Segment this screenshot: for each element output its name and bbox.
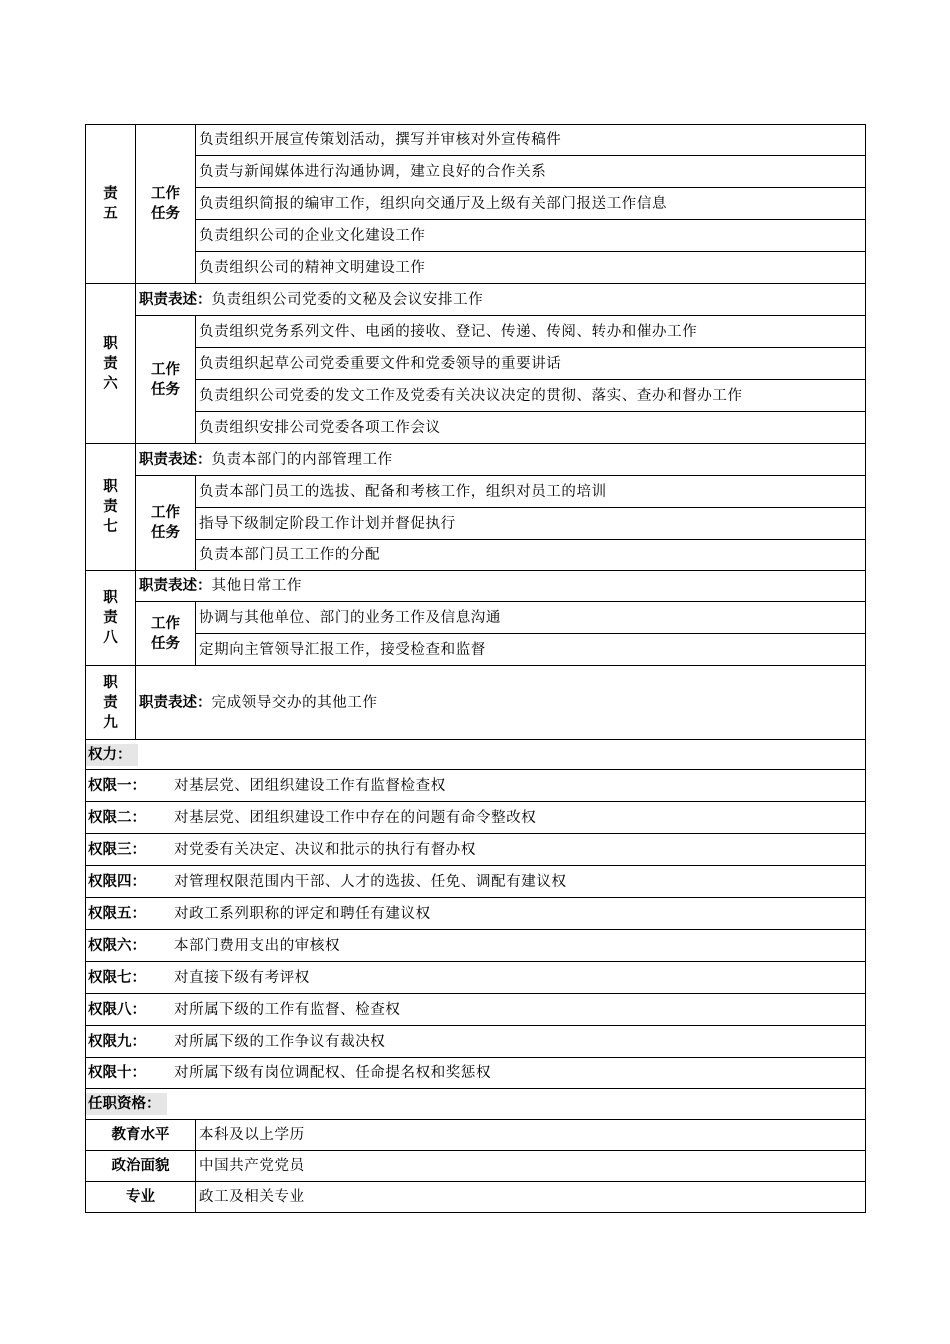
authority-text: 对政工系列职称的评定和聘任有建议权 (174, 905, 431, 922)
statement-text: 负责本部门的内部管理工作 (211, 451, 393, 468)
duty8-statement (136, 571, 866, 602)
statement-text: 其他日常工作 (211, 578, 303, 594)
duty8-task-label: 工作 任务 (136, 602, 196, 666)
authority-text: 本部门费用支出的审核权 (174, 937, 341, 954)
authority-item (86, 770, 866, 802)
duty5-task: 负责组织简报的编审工作，组织向交通厅及上级有关部门报送工作信息 (196, 188, 866, 220)
qualification-label: 专业 (86, 1182, 196, 1213)
duty6-statement (136, 284, 866, 316)
qualification-header: 任职资格： (86, 1093, 167, 1115)
duty6-task: 负责组织起草公司党委重要文件和党委领导的重要讲话 (196, 348, 866, 380)
duty9-label: 职 责 九 (86, 666, 136, 740)
authority-text: 对基层党、团组织建设工作中存在的问题有命令整改权 (174, 809, 537, 826)
authority-item (86, 994, 866, 1026)
duty8-task: 定期向主管领导汇报工作，接受检查和监督 (196, 634, 866, 666)
authority-header: 权力： (86, 744, 138, 766)
authority-label: 权限三： (88, 841, 146, 858)
statement-text: 完成领导交办的其他工作 (211, 694, 378, 711)
authority-text: 对基层党、团组织建设工作有监督检查权 (174, 777, 446, 794)
authority-label: 权限六： (88, 937, 146, 954)
duty8-task: 协调与其他单位、部门的业务工作及信息沟通 (196, 602, 866, 634)
authority-item (86, 802, 866, 834)
qualification-value: 政工及相关专业 (196, 1182, 866, 1213)
authority-item (86, 898, 866, 930)
duty6-task-label: 工作 任务 (136, 316, 196, 444)
authority-text: 对党委有关决定、决议和批示的执行有督办权 (174, 841, 476, 858)
authority-item (86, 962, 866, 994)
duty7-task: 负责本部门员工工作的分配 (196, 540, 866, 571)
duty5-task-label: 工作 任务 (136, 125, 196, 284)
authority-item (86, 1058, 866, 1089)
duty6-task: 负责组织公司党委的发文工作及党委有关决议决定的贯彻、落实、查办和督办工作 (196, 380, 866, 412)
qualification-value: 中国共产党党员 (196, 1151, 866, 1182)
qualification-value: 本科及以上学历 (196, 1120, 866, 1151)
authority-label: 权限七： (88, 969, 146, 986)
authority-label: 权限五： (88, 905, 146, 922)
duty7-task-label: 工作 任务 (136, 476, 196, 571)
statement-label: 职责表述： (139, 694, 212, 711)
job-description-sheet (85, 124, 865, 1213)
duty5-task: 负责与新闻媒体进行沟通协调，建立良好的合作关系 (196, 156, 866, 188)
duty5-task: 负责组织公司的精神文明建设工作 (196, 252, 866, 284)
duty8-label: 职 责 八 (86, 571, 136, 666)
duty5-row-1 (86, 125, 866, 156)
authority-label: 权限十： (88, 1065, 146, 1081)
authority-text: 对直接下级有考评权 (174, 969, 310, 986)
duty6-label: 职 责 六 (86, 284, 136, 444)
authority-item (86, 834, 866, 866)
statement-label: 职责表述： (139, 578, 212, 594)
authority-text: 对所属下级的工作有监督、检查权 (174, 1001, 401, 1018)
authority-text: 对管理权限范围内干部、人才的选拔、任免、调配有建议权 (174, 873, 567, 890)
duty5-label: 责 五 (86, 125, 136, 284)
statement-label: 职责表述： (139, 291, 212, 308)
authority-header-cell (86, 740, 866, 770)
qualification-label: 教育水平 (86, 1120, 196, 1151)
duty9-statement (136, 666, 866, 740)
duty6-task: 负责组织党务系列文件、电函的接收、登记、传递、传阅、转办和催办工作 (196, 316, 866, 348)
duty6-task: 负责组织安排公司党委各项工作会议 (196, 412, 866, 444)
job-description-table (85, 124, 866, 1213)
authority-label: 权限一： (88, 777, 146, 794)
duty7-label: 职 责 七 (86, 444, 136, 571)
authority-item (86, 930, 866, 962)
authority-item (86, 866, 866, 898)
duty7-task: 负责本部门员工的选拔、配备和考核工作，组织对员工的培训 (196, 476, 866, 508)
qualification-label: 政治面貌 (86, 1151, 196, 1182)
qualification-header-cell (86, 1089, 866, 1120)
authority-text: 对所属下级的工作争议有裁决权 (174, 1033, 386, 1050)
duty5-task: 负责组织公司的企业文化建设工作 (196, 220, 866, 252)
authority-text: 对所属下级有岗位调配权、任命提名权和奖惩权 (174, 1065, 492, 1081)
statement-label: 职责表述： (139, 451, 212, 468)
statement-text: 负责组织公司党委的文秘及会议安排工作 (211, 291, 484, 308)
duty7-statement (136, 444, 866, 476)
authority-label: 权限二： (88, 809, 146, 826)
duty7-task: 指导下级制定阶段工作计划并督促执行 (196, 508, 866, 540)
authority-item (86, 1026, 866, 1058)
authority-label: 权限九： (88, 1033, 146, 1050)
duty5-task: 负责组织开展宣传策划活动，撰写并审核对外宣传稿件 (196, 125, 866, 156)
authority-label: 权限四： (88, 873, 146, 890)
authority-label: 权限八： (88, 1001, 146, 1018)
